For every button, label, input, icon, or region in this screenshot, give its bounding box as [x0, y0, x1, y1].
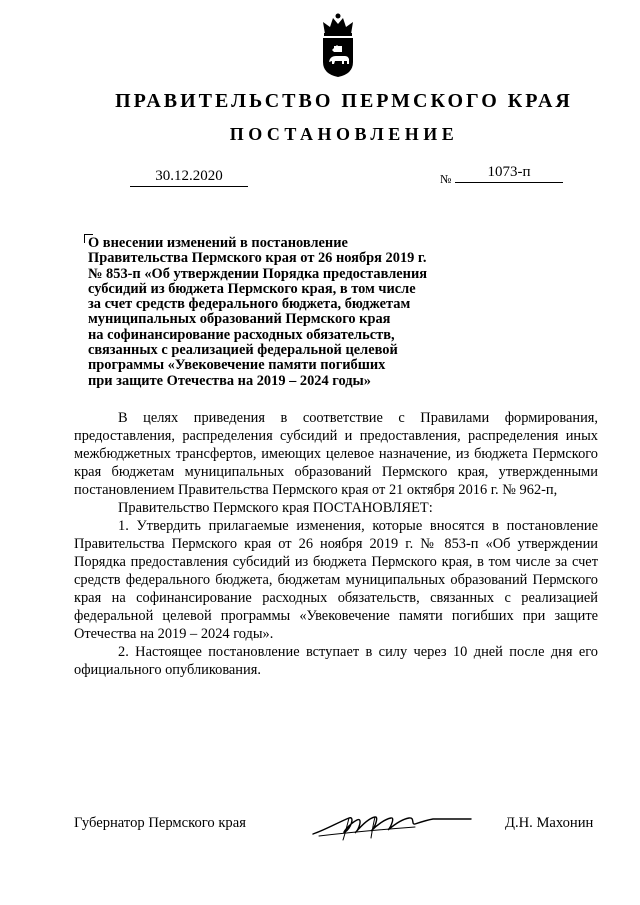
document-date: 30.12.2020: [130, 167, 248, 187]
document-type: ПОСТАНОВЛЕНИЕ: [229, 124, 459, 144]
subject-line: при защите Отечества на 2019 – 2024 годы»: [88, 372, 371, 389]
subject-line: связанных с реализацией федеральной целевой: [88, 342, 398, 359]
preamble-paragraph: В целях приведения в соответствие с Правилами формирования, предоставления, распределения субсидий и предоставления, распределения иных межбюджетных трансфертов, имеющих целевое назначение, из бюджета Пермского края бюджетам муниципальных образований Пермского края, утвержденными постановлением Правительства Пермского края от 21 октября 2016 г. № 962-п,: [74, 410, 598, 498]
number-label: №: [440, 172, 452, 186]
item-1-paragraph: 1. Утвердить прилагаемые изменения, которые вносятся в постановление Правительства Пермского края от 26 ноября 2019 г. № 853-п «Об утверждении Порядка предоставления субсидий из бюджета Пермского края, в том числе за счет средств федерального бюджета, бюджетам муниципальных образований Пермского края на софинансирование расходных обязательств, связанных с реализацией федеральной целевой программы «Увековечение памяти погибших при защите Отечества на 2019 – 2024 годы».: [74, 518, 598, 642]
document-body: [74, 409, 598, 679]
subject-line: на софинансирование расходных обязательств,: [88, 326, 395, 343]
government-title: ПРАВИТЕЛЬСТВО ПЕРМСКОГО КРАЯ: [115, 90, 573, 112]
document-number: 1073-п: [455, 163, 563, 183]
subject-line: Правительства Пермского края от 26 ноября 2019 г.: [88, 250, 427, 267]
decree-paragraph: Правительство Пермского края ПОСТАНОВЛЯЕТ:: [118, 500, 433, 516]
subject-line: за счет средств федерального бюджета, бюджетам: [88, 296, 411, 313]
coat-of-arms-icon: [318, 12, 358, 78]
handwritten-signature: [305, 800, 475, 850]
signatory-name: Д.Н. Махонин: [505, 815, 594, 831]
signatory-position: Губернатор Пермского края: [74, 815, 246, 831]
subject-line: субсидий из бюджета Пермского края, в том числе: [88, 280, 416, 297]
subject-line: № 853-п «Об утверждении Порядка предоставления: [88, 265, 428, 282]
subject-line: программы «Увековечение памяти погибших: [88, 357, 386, 374]
subject-line: О внесении изменений в постановление: [88, 235, 348, 251]
document-subject: [88, 236, 468, 389]
item-2-paragraph: 2. Настоящее постановление вступает в силу через 10 дней после дня его официального опубликования.: [74, 644, 598, 678]
subject-line: муниципальных образований Пермского края: [88, 311, 391, 328]
